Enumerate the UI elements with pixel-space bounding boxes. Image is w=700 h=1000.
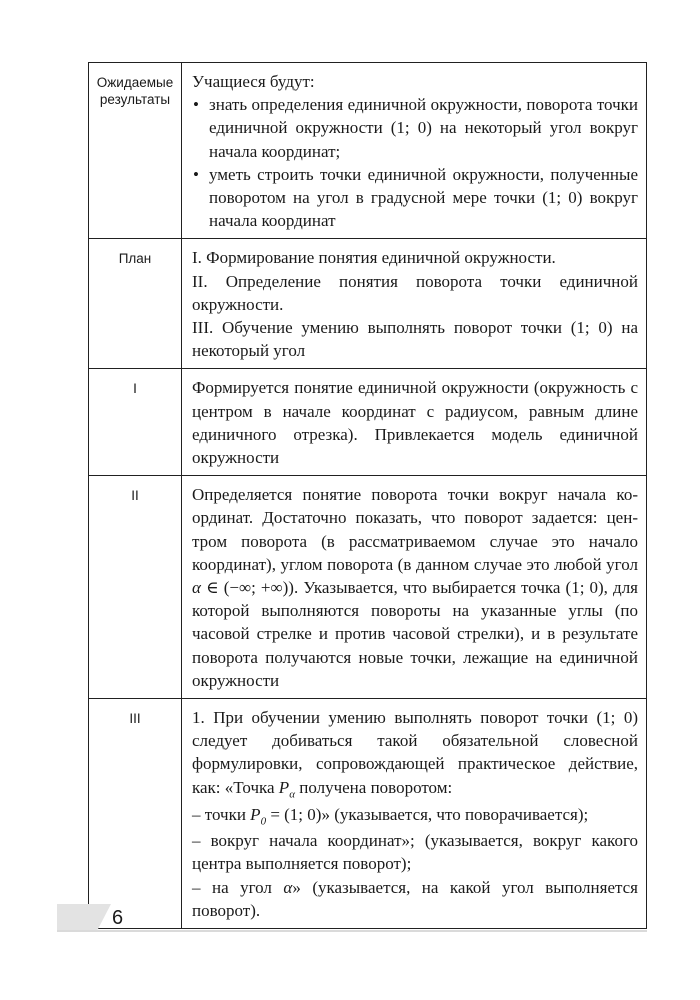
footer-rule [57, 930, 647, 932]
row-header-cell [89, 369, 182, 475]
table-row-plan [89, 238, 646, 368]
row-header-cell [89, 63, 182, 238]
text-run: уметь строить точки единичной окружности, полученные поворотом на угол в градусной мере точки (1; 0) вокруг начала координат [209, 164, 638, 231]
text-run: Формируется понятие единичной окружности (окружность с центром в начале координат с радиусом, равным длине единичного отрезка). Привлекается модель единичной окружности [192, 378, 638, 468]
text-run: ∈ (−∞; +∞)). Указывается, что выбирается точка (1; 0), для которой выполняются повороты на указанные углы (по часовой стрелке и против часовой стрелки), и в результате поворота получаются новые точки, лежащие на единичной окружности [192, 578, 638, 690]
table-row-stage-1 [89, 368, 646, 475]
row-header-cell [89, 239, 182, 368]
text-run: получена поворотом: [294, 777, 453, 797]
paragraph [192, 316, 638, 362]
row-content-cell [182, 239, 646, 368]
bullet-item [192, 163, 638, 233]
bullet-icon: • [193, 164, 199, 184]
paragraph [192, 246, 638, 269]
row-header-label: План [118, 251, 152, 267]
table-row-stage-3 [89, 698, 646, 928]
paragraph [192, 829, 638, 875]
row-content-cell [182, 369, 646, 475]
text-run: II. Определение понятия поворота точки единичной окружности. [192, 271, 638, 314]
text-run: знать определения единичной окружности, поворота точки единичной окружности (1; 0) на некоторый угол вокруг начала координат; [209, 95, 638, 161]
bullet-icon: • [193, 95, 199, 115]
lesson-plan-table [88, 62, 647, 929]
paragraph [192, 706, 638, 799]
text-run: Учащиеся будут: [192, 72, 315, 91]
page-number: 6 [112, 907, 124, 929]
text-run: » (указывается, на какой угол выполняется поворот). [192, 877, 638, 920]
paragraph [192, 803, 638, 826]
paragraph [192, 876, 638, 922]
text-run: = (1; 0)» (указывается, что поворачивается); [266, 804, 589, 824]
math-run: α [192, 578, 201, 598]
row-content-cell [182, 63, 646, 238]
text-run: – вокруг начала координат»; (указывается, вокруг какого центра выполняется поворот); [192, 831, 638, 874]
row-header-label: III [129, 711, 141, 727]
paragraph [192, 70, 638, 93]
text-run: I. Формирование понятия единичной окружности. [192, 248, 556, 268]
math-run: α [283, 877, 293, 897]
math-run: $P_0$ [250, 804, 267, 828]
text-run: III. Обучение умению выполнять поворот точки (1; 0) на некоторый угол [192, 318, 638, 361]
table-row-stage-2 [89, 475, 646, 698]
text-run: Определяется понятие поворота точки вокруг начала координат. Достаточно показать, что поворот задается: центром поворота (в рассматриваемом случае это начало координат), углом поворота (в данном случае это любой угол [192, 485, 638, 574]
row-header-label: Ожидаемые результаты [96, 75, 174, 107]
row-header-label: II [131, 488, 139, 504]
paragraph [192, 483, 638, 692]
row-header-label: I [133, 381, 137, 397]
paragraph [192, 376, 638, 469]
text-run: – на угол [192, 877, 284, 897]
row-header-cell [89, 699, 182, 928]
row-content-cell [182, 476, 646, 698]
paragraph [192, 270, 638, 316]
row-header-cell [89, 476, 182, 698]
text-run: – точки [192, 804, 251, 824]
text-run: 1. При обучении умению выполнять поворот точки (1; 0) следует добиваться такой обязательной словесной формулировки, сопровождающей практическое действие, как: «Точка [192, 708, 638, 797]
row-content-cell [182, 699, 646, 928]
table-row-expected-results [89, 63, 646, 238]
bullet-item [192, 93, 638, 163]
math-run: $P_\alpha$ [278, 777, 295, 801]
